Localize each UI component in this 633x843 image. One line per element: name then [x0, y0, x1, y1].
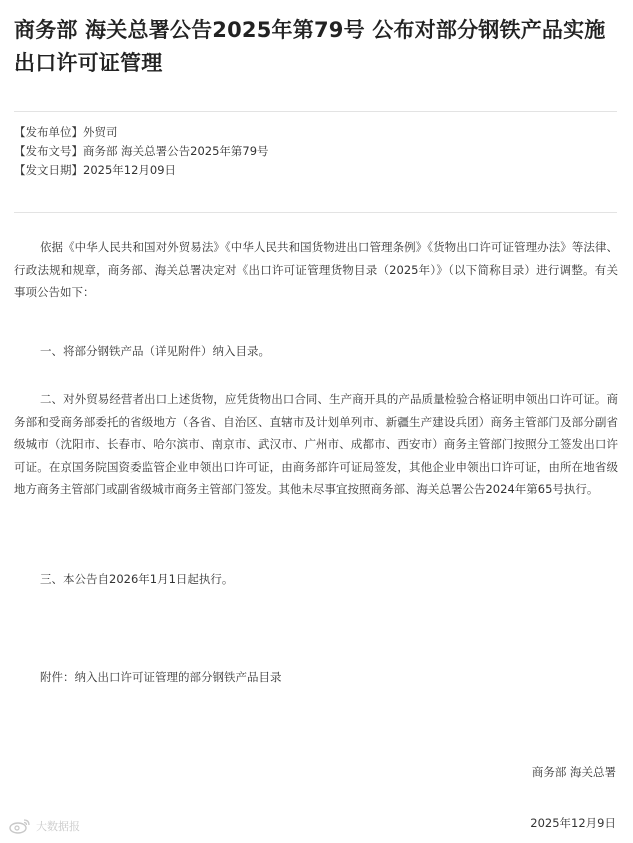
- item-three-paragraph: 三、本公告自2026年1月1日起执行。: [40, 572, 234, 586]
- meta-divider: [14, 212, 617, 213]
- publisher-row: [14, 123, 269, 142]
- document-meta: [14, 123, 269, 180]
- doc-number-row: [14, 142, 269, 161]
- intro-paragraph: 依据《中华人民共和国对外贸易法》《中华人民共和国货物进出口管理条例》《货物出口许可证管理办法》等法律、行政法规和规章，商务部、海关总署决定对《出口许可证管理货物目录（2025年）》（以下简称目录）进行调整。有关事项公告如下：: [14, 240, 618, 300]
- issue-date-label: 【发文日期】: [14, 163, 83, 177]
- item-one-paragraph: 一、将部分钢铁产品（详见附件）纳入目录。: [40, 344, 270, 358]
- doc-number-value: 商务部 海关总署公告2025年第79号: [83, 144, 269, 158]
- publisher-value: 外贸司: [83, 125, 118, 139]
- top-divider: [14, 111, 617, 112]
- doc-number-label: 【发布文号】: [14, 144, 83, 158]
- page-title: 商务部 海关总署公告2025年第79号 公布对部分钢铁产品实施出口许可证管理: [14, 18, 606, 75]
- watermark: [8, 818, 80, 834]
- watermark-text: 大数据报: [36, 820, 80, 833]
- publisher-label: 【发布单位】: [14, 125, 83, 139]
- issue-date-row: [14, 161, 269, 180]
- issue-date-value: 2025年12月09日: [83, 163, 177, 177]
- item-two-paragraph: 二、对外贸易经营者出口上述货物，应凭货物出口合同、生产商开具的产品质量检验合格证明申领出口许可证。商务部和受商务部委托的省级地方（各省、自治区、直辖市及计划单列市、新疆生产建设兵团）商务主管部门及部分副省级城市（沈阳市、长春市、哈尔滨市、南京市、武汉市、广州市、成都市、西安市）商务主管部门按照分工签发出口许可证。在京国务院国资委监管企业申领出口许可证，由商务部许可证局签发，其他企业申领出口许可证，由所在地省级地方商务主管部门或副省级城市商务主管部门签发。其他未尽事宜按照商务部、海关总署公告2024年第65号执行。: [14, 392, 618, 497]
- signing-organization: 商务部 海关总署: [531, 765, 616, 779]
- signing-date: 2025年12月9日: [530, 816, 616, 830]
- attachment-note: 附件：纳入出口许可证管理的部分钢铁产品目录: [40, 670, 282, 684]
- weibo-logo-icon: [8, 818, 32, 834]
